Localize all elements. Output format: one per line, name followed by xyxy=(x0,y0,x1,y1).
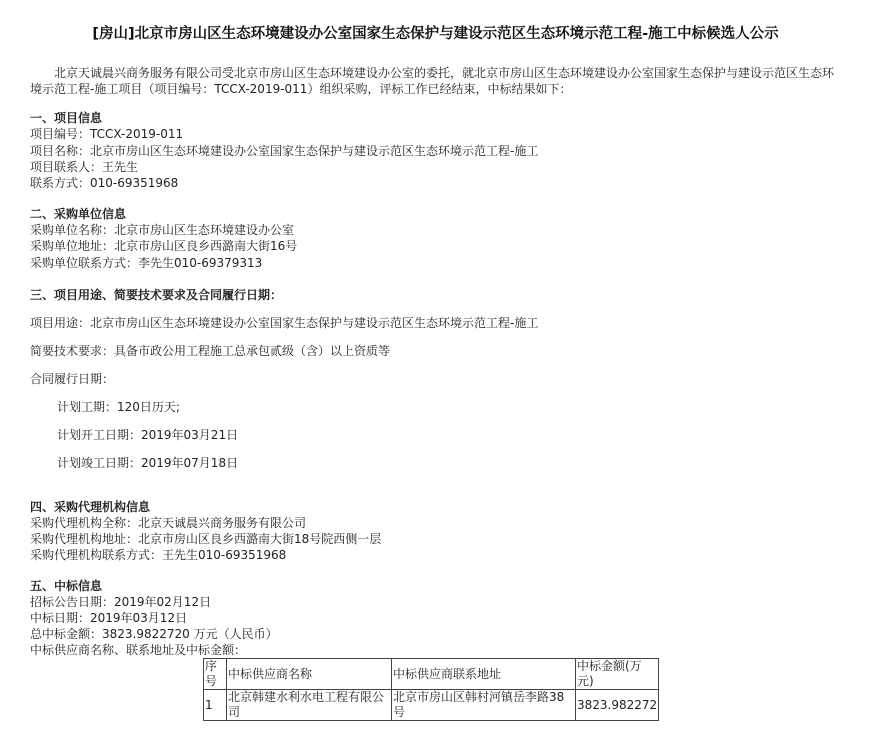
project-contact: 项目联系人：王先生 xyxy=(30,160,139,174)
table-row xyxy=(204,690,659,721)
project-phone: 联系方式：010-69351968 xyxy=(30,176,179,190)
winner-table xyxy=(203,658,659,721)
award-date: 中标日期：2019年03月12日 xyxy=(30,611,188,625)
tender-notice-date: 招标公告日期：2019年02月12日 xyxy=(30,595,212,609)
section-3-heading: 三、项目用途、简要技术要求及合同履行日期： xyxy=(30,288,283,302)
row-award-amount: 3823.982272 xyxy=(576,690,659,721)
row-index: 1 xyxy=(204,690,227,721)
section-2-heading: 二、采购单位信息 xyxy=(30,207,127,221)
planned-end-date: 计划竣工日期：2019年07月18日 xyxy=(57,456,239,470)
table-header-row xyxy=(204,659,659,690)
intro-paragraph: 北京天诚晨兴商务服务有限公司受北京市房山区生态环境建设办公室的委托，就北京市房山区生态环境建设办公室国家生态保护与建设示范区生态环境示范工程-施工项目（项目编号：TCCX-2019-011）组织采购，评标工作已经结束，中标结果如下： xyxy=(30,66,835,96)
agency-contact: 采购代理机构联系方式：王先生010-69351968 xyxy=(30,548,287,562)
winner-table-caption: 中标供应商名称、联系地址及中标金额： xyxy=(30,643,247,657)
purchaser-name: 采购单位名称：北京市房山区生态环境建设办公室 xyxy=(30,223,295,237)
header-award-amount: 中标金额(万元) xyxy=(576,659,659,690)
row-supplier-name: 北京韩建水利水电工程有限公司 xyxy=(227,690,392,721)
agency-name: 采购代理机构全称：北京天诚晨兴商务服务有限公司 xyxy=(30,516,307,530)
header-supplier-name: 中标供应商名称 xyxy=(227,659,392,690)
purchaser-contact: 采购单位联系方式：李先生010-69379313 xyxy=(30,256,263,270)
section-4-heading: 四、采购代理机构信息 xyxy=(30,500,151,514)
section-1-heading: 一、项目信息 xyxy=(30,111,103,125)
agency-address: 采购代理机构地址：北京市房山区良乡西潞南大街18号院西侧一层 xyxy=(30,532,382,546)
tech-requirements: 简要技术要求：具备市政公用工程施工总承包贰级（含）以上资质等 xyxy=(30,344,391,358)
project-number: 项目编号：TCCX-2019-011 xyxy=(30,127,184,141)
planned-duration: 计划工期：120日历天; xyxy=(57,400,180,414)
header-index: 序号 xyxy=(204,659,227,690)
purchaser-address: 采购单位地址：北京市房山区良乡西潞南大街16号 xyxy=(30,239,298,253)
header-supplier-address: 中标供应商联系地址 xyxy=(392,659,576,690)
contract-dates-label: 合同履行日期： xyxy=(30,372,115,386)
row-supplier-address: 北京市房山区韩村河镇岳李路38号 xyxy=(392,690,576,721)
project-name: 项目名称：北京市房山区生态环境建设办公室国家生态保护与建设示范区生态环境示范工程-施工 xyxy=(30,144,539,158)
project-usage: 项目用途：北京市房山区生态环境建设办公室国家生态保护与建设示范区生态环境示范工程-施工 xyxy=(30,316,539,330)
planned-start-date: 计划开工日期：2019年03月21日 xyxy=(57,428,239,442)
page-title: [房山]北京市房山区生态环境建设办公室国家生态保护与建设示范区生态环境示范工程-施工中标候选人公示 xyxy=(92,26,779,42)
total-award-amount: 总中标金额：3823.9822720 万元（人民币） xyxy=(30,627,278,641)
section-5-heading: 五、中标信息 xyxy=(30,579,103,593)
